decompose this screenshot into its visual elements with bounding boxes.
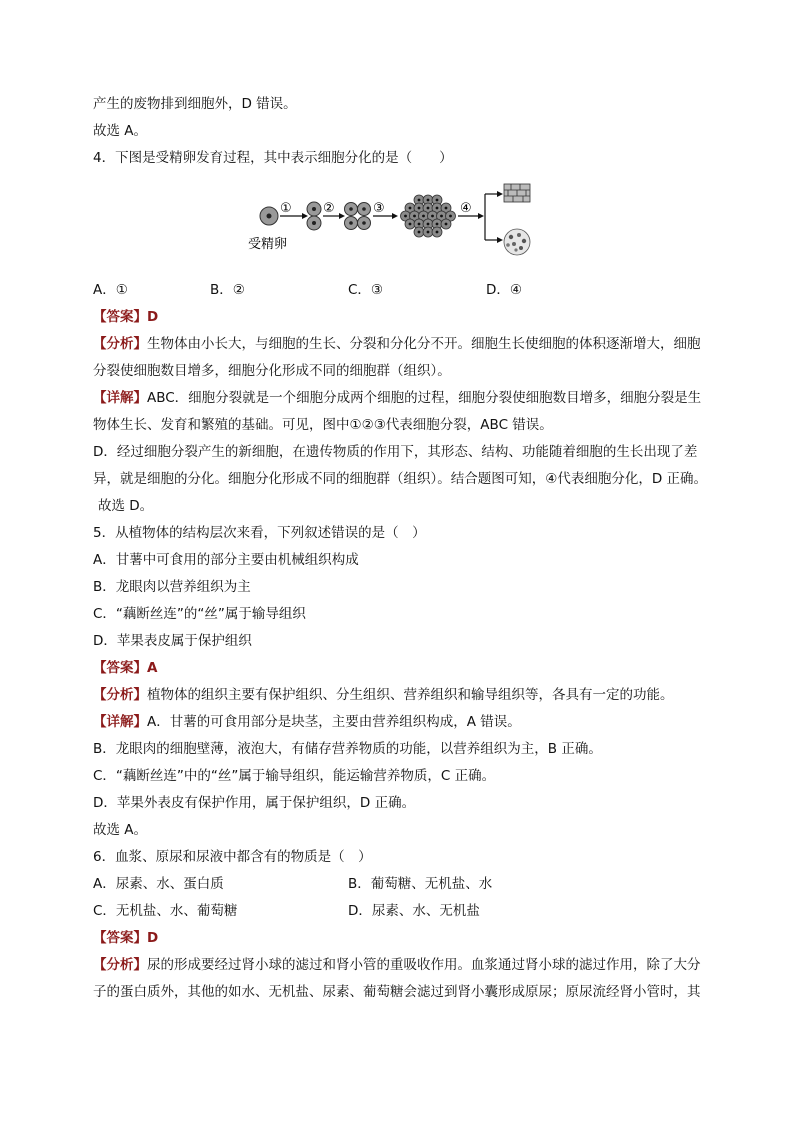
option-a: A．尿素、水、蛋白质 <box>93 876 224 892</box>
answer-line <box>93 929 158 947</box>
option-c: C．无机盐、水、葡萄糖 <box>93 903 238 919</box>
option-d: D．尿素、水、无机盐 <box>348 903 480 919</box>
option-b: B．龙眼肉以营养组织为主 <box>93 579 251 595</box>
analysis-line <box>93 686 674 704</box>
step-3-label: ③ <box>373 201 385 216</box>
cell-nucleus <box>427 223 430 226</box>
fertilized-egg-label: 受精卵 <box>248 237 288 252</box>
analysis-tag: 【分析】 <box>93 336 147 352</box>
text-line: D．经过细胞分裂产生的新细胞，在遗传物质的作用下，其形态、结构、功能随着细胞的生长出现了差 <box>93 444 698 460</box>
text-line: 异，就是细胞的分化。细胞分化形成不同的细胞群（组织）。结合题图可知，④代表细胞分化，D 正确。 <box>93 471 708 487</box>
detail-text: ABC．细胞分裂就是一个细胞分成两个细胞的过程，细胞分裂使细胞数目增多，细胞分裂是生 <box>147 390 702 406</box>
detail-tag: 【详解】 <box>93 390 147 406</box>
answer-tag: 【答案】 <box>93 309 147 325</box>
analysis-text: 植物体的组织主要有保护组织、分生组织、营养组织和输导组织等，各具有一定的功能。 <box>147 687 674 703</box>
answer-tag: 【答案】 <box>93 930 147 946</box>
text-line: B．龙眼肉的细胞壁薄，液泡大，有储存营养物质的功能，以营养组织为主，B 正确。 <box>93 741 602 757</box>
analysis-text: 尿的形成要经过肾小球的滤过和肾小管的重吸收作用。血浆通过肾小球的滤过作用，除了大分 <box>147 957 701 973</box>
cell-nucleus <box>427 207 430 210</box>
cell-nucleus <box>440 215 443 218</box>
cell-nucleus <box>449 215 452 218</box>
analysis-tag: 【分析】 <box>93 957 147 973</box>
cell-nucleus <box>445 223 448 226</box>
option-a: A．① <box>93 282 128 298</box>
option-b: B．② <box>210 282 245 298</box>
answer-line <box>93 659 157 677</box>
detail-tag: 【详解】 <box>93 714 147 730</box>
text-line: 故选 A。 <box>93 123 148 139</box>
cell-nucleus <box>413 215 416 218</box>
fertilized-egg-cell <box>260 207 278 225</box>
cell-mass <box>401 195 456 237</box>
analysis-tag: 【分析】 <box>93 687 147 703</box>
step-4-label: ④ <box>460 201 472 216</box>
detail-text: A．甘薯的可食用部分是块茎，主要由营养组织构成，A 错误。 <box>147 714 521 730</box>
text-line: 故选 A。 <box>93 822 148 838</box>
option-d: D．④ <box>486 282 522 298</box>
cell-nucleus <box>436 223 439 226</box>
two-cell-stage <box>307 202 321 230</box>
answer-value: D <box>147 309 159 325</box>
option-d: D．苹果表皮属于保护组织 <box>93 633 252 649</box>
text-line: 产生的废物排到细胞外，D 错误。 <box>93 96 297 112</box>
option-b: B．葡萄糖、无机盐、水 <box>348 876 493 892</box>
fertilized-egg-development-figure <box>240 178 540 258</box>
tissue-icon-layered <box>504 184 530 202</box>
answer-line <box>93 308 158 326</box>
cell-nucleus <box>418 199 421 202</box>
text-line: 物体生长、发育和繁殖的基础。可见，图中①②③代表细胞分裂，ABC 错误。 <box>93 417 553 433</box>
question-5-stem: 5．从植物体的结构层次来看，下列叙述错误的是（ ） <box>93 525 426 541</box>
step-1-label: ① <box>280 201 292 216</box>
four-cell-stage <box>345 203 371 230</box>
cell-nucleus <box>436 199 439 202</box>
detail-line <box>93 389 701 407</box>
step-2-label: ② <box>323 201 335 216</box>
answer-value: A <box>147 660 158 676</box>
option-a: A．甘薯中可食用的部分主要由机械组织构成 <box>93 552 359 568</box>
cell-nucleus <box>409 223 412 226</box>
option-c: C．③ <box>348 282 384 298</box>
option-c: C．“藕断丝连”的“丝”属于输导组织 <box>93 606 306 622</box>
analysis-line <box>93 335 701 353</box>
analysis-text: 生物体由小长大，与细胞的生长、分裂和分化分不开。细胞生长使细胞的体积逐渐增大，细胞 <box>147 336 701 352</box>
question-6-stem: 6．血浆、原尿和尿液中都含有的物质是（ ） <box>93 849 372 865</box>
cell-nucleus <box>445 207 448 210</box>
cell-nucleus <box>422 215 425 218</box>
text-line: D．苹果外表皮有保护作用，属于保护组织，D 正确。 <box>93 795 416 811</box>
cell-nucleus <box>418 223 421 226</box>
text-line: 故选 D。 <box>98 498 154 514</box>
text-line: 分裂使细胞数目增多，细胞分化形成不同的细胞群（组织）。 <box>93 363 451 379</box>
answer-value: D <box>147 930 159 946</box>
cell-nucleus <box>404 215 407 218</box>
detail-line <box>93 713 521 731</box>
cell-nucleus <box>409 207 412 210</box>
cell-nucleus <box>418 231 421 234</box>
cell-nucleus <box>431 215 434 218</box>
cell-nucleus <box>436 207 439 210</box>
text-line: C．“藕断丝连”中的“丝”属于输导组织，能运输营养物质，C 正确。 <box>93 768 496 784</box>
analysis-line <box>93 956 701 974</box>
text-line: 子的蛋白质外，其他的如水、无机盐、尿素、葡萄糖会滤过到肾小囊形成原尿；原尿流经肾小管时，其 <box>93 984 701 1000</box>
cell-nucleus <box>418 207 421 210</box>
tissue-icon-round <box>504 229 530 255</box>
cell-nucleus <box>427 199 430 202</box>
cell-nucleus <box>427 231 430 234</box>
question-4-stem: 4．下图是受精卵发育过程，其中表示细胞分化的是（ ） <box>93 150 453 166</box>
cell-nucleus <box>436 231 439 234</box>
answer-tag: 【答案】 <box>93 660 147 676</box>
